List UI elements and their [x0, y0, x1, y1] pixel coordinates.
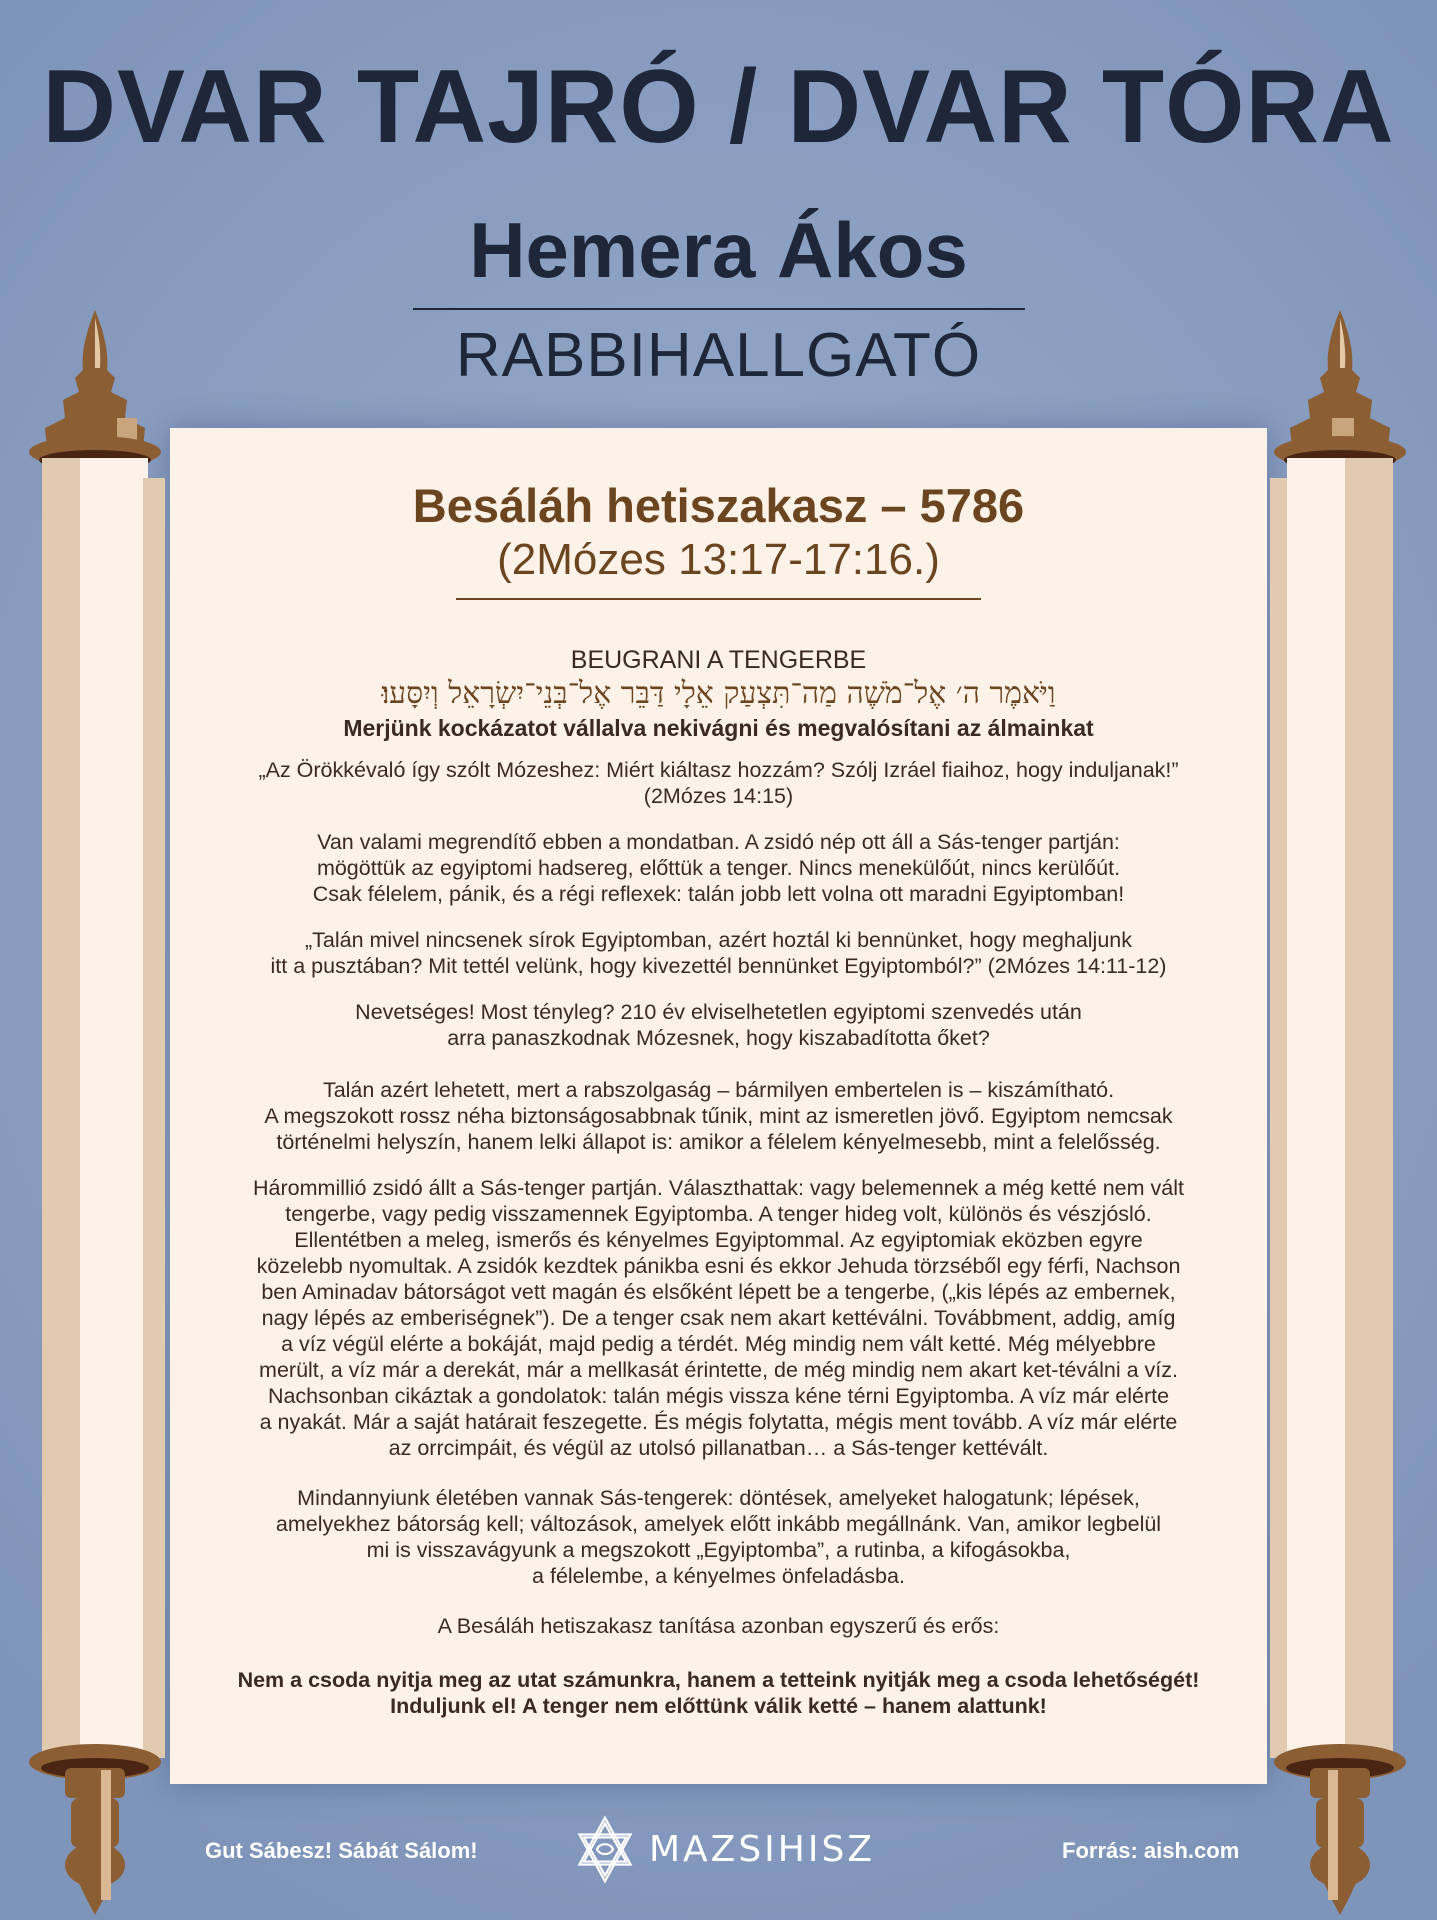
paragraph: Mindannyiunk életében vannak Sás-tengerek: döntések, amelyeket halogatunk; lépések, amelyekhez bátorság kell; változások, amelyek előtt inkább megállnánk. Van, amikor legbelül mi is visszavágyunk a megszokott „Egyiptomba”, a rutinba, a kifogásokba, a félelembe, a kényelmes önfeladásba.	[275, 1486, 1162, 1588]
logo-text: MAZSIHISZ	[648, 1829, 875, 1870]
paragraph-complaint-quote: „Talán mivel nincsenek sírok Egyiptomban, azért hoztál ki bennünket, hogy meghaljunk itt a pusztában? Mit tettél velünk, hogy kivezettél bennünket Egyiptomból?” (2Mózes 14:11-12)	[270, 928, 1167, 978]
parasha-reference: (2Mózes 13:17-17:16.)	[497, 535, 940, 584]
hebrew-verse: וַיֹּאמֶר ה׳ אֶל־מֹשֶׁה מַה־תִּצְעַק אֵלָי דַּבֵּר אֶל־בְּנֵי־יִשְׂרָאֵל וְיִסָּעוּ׃	[381, 676, 1056, 711]
article-body	[190, 478, 1247, 1719]
star-of-david-swirl-icon	[575, 1802, 635, 1897]
paragraph-nachson-story: Hárommillió zsidó állt a Sás-tenger partján. Választhattak: vagy belemennek a még ketté nem vált tengerbe, vagy pedig visszamennek Egyiptomba. A tenger hideg volt, különös és vészjósló. Ellentétben a meleg, ismerős és kényelmes Egyiptommal. Az egyiptomiak eközben egyre közelebb nyomultak. A zsidók kezdtek pánikba esni és ekkor Jehuda törzséből egy férfi, Nachson ben Aminadav bátorságot vett magán és elsőként lépett be a tengerbe, („kis lépés az embernek, nagy lépés az emberiségnek”). De a tenger csak nem akart kettéválni. Továbbment, addig, amíg a víz végül elérte a bokáját, majd pedig a térdét. Még mindig nem vált ketté. Még mélyebbre merült, a víz már a derekát, már a mellkasát érintette, de még mindig nem akart ket-téválni a víz. Nachsonban cikáztak a gondolatok: talán mégis vissza kéne térni Egyiptomba. A víz már elérte a nyakát. Már a saját határait feszegette. És mégis folytatta, mégis ment tovább. A víz már elérte az orrcimpáit, és végül az utolsó pillanatban… a Sás-tenger kettévált.	[253, 1176, 1184, 1460]
scroll-roller-right-icon	[1270, 300, 1410, 1920]
mazsihisz-logo[interactable]	[575, 1802, 875, 1897]
author-name: Hemera Ákos	[469, 206, 968, 294]
page-title: DVAR TAJRÓ / DVAR TÓRA	[42, 49, 1395, 165]
scroll-roller-left-icon	[25, 300, 165, 1920]
section-title: BEUGRANI A TENGERBE	[570, 646, 867, 674]
paragraph: A Besáláh hetiszakasz tanítása azonban egyszerű és erős:	[437, 1614, 1000, 1638]
paragraph-verse-quote: „Az Örökkévaló így szólt Mózeshez: Miért kiáltasz hozzám? Szólj Izráel fiaihoz, hogy induljanak!” (2Mózes 14:15)	[258, 758, 1179, 808]
conclusion: Nem a csoda nyitja meg az utat számunkra, hanem a tetteink nyitják meg a csoda lehetőségét! Induljunk el! A tenger nem előttünk válik ketté – hanem alattunk!	[237, 1668, 1200, 1718]
parasha-divider	[456, 598, 981, 600]
paragraph: Nevetséges! Most tényleg? 210 év elviselhetetlen egyiptomi szenvedés után arra panaszkodnak Mózesnek, hogy kiszabadította őket?	[355, 1000, 1082, 1050]
footer-greeting: Gut Sábesz! Sábát Sálom!	[205, 1838, 478, 1863]
article-subtitle: Merjünk kockázatot vállalva nekivágni és megvalósítani az álmainkat	[343, 715, 1094, 741]
paragraph: Talán azért lehetett, mert a rabszolgaság – bármilyen embertelen is – kiszámítható. A megszokott rossz néha biztonságosabbnak tűnik, mint az ismeretlen jövő. Egyiptom nemcsak történelmi helyszín, hanem lelki állapot is: amikor a félelem kényelmesebb, mint a felelősség.	[264, 1078, 1173, 1154]
parasha-title: Besáláh hetiszakasz – 5786	[412, 479, 1025, 532]
author-role: RABBIHALLGATÓ	[455, 321, 982, 390]
author-divider	[413, 308, 1025, 310]
paragraph: Van valami megrendítő ebben a mondatban. A zsidó nép ott áll a Sás-tenger partján: mögöttük az egyiptomi hadsereg, előttük a tenger. Nincs menekülőút, nincs kerülőút. Csak félelem, pánik, és a régi reflexek: talán jobb lett volna ott maradni Egyiptomban!	[312, 830, 1125, 906]
footer-source: Forrás: aish.com	[1062, 1838, 1240, 1863]
